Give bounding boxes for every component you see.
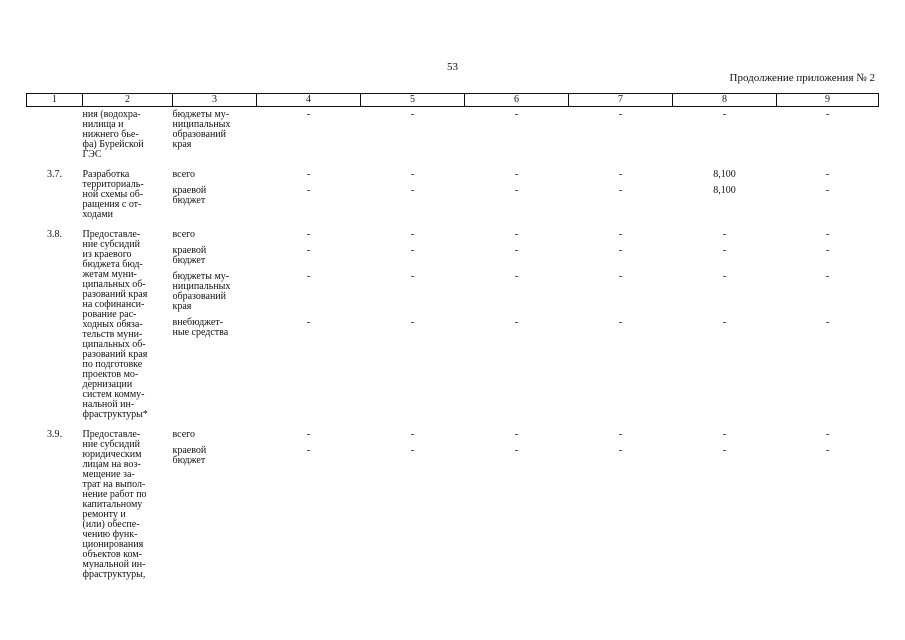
funding-source-line: бюджеты му- — [172, 271, 230, 282]
value-cell-col6 — [465, 160, 569, 220]
value-cell-col4 — [257, 160, 361, 220]
description-line: капитальному — [82, 499, 143, 510]
description-line: нение работ по — [82, 489, 147, 500]
description-line: бюджета бюд- — [82, 259, 143, 270]
value: - — [722, 445, 727, 456]
value: - — [825, 185, 830, 196]
description-line: ращения с от- — [82, 199, 142, 210]
description-line: по подготовке — [82, 359, 143, 370]
column-header: 7 — [569, 94, 673, 107]
value: - — [618, 109, 623, 120]
value-cell-col4 — [257, 107, 361, 161]
description-line: ние субсидий — [82, 439, 140, 450]
description-line: ной схемы об- — [82, 189, 144, 200]
value-cell-col6 — [465, 107, 569, 161]
value: - — [514, 169, 519, 180]
value: - — [306, 245, 311, 256]
value: - — [410, 317, 415, 328]
funding-source-line: ные средства — [172, 327, 229, 338]
page-number: 53 — [447, 61, 458, 73]
value-cell-col8 — [673, 220, 777, 420]
description-line: проектов мо- — [82, 369, 139, 380]
value-cell-col5 — [361, 160, 465, 220]
description-line: территориаль- — [82, 179, 144, 190]
description-line: ГЭС — [82, 149, 102, 160]
value-cell-col6 — [465, 220, 569, 420]
value: - — [722, 271, 727, 282]
item-description — [83, 220, 173, 420]
value-cell-col8 — [673, 420, 777, 580]
description-line: мунальной ин- — [82, 559, 146, 570]
description-line: мещение за- — [82, 469, 135, 480]
funding-source-line: бюджет — [172, 455, 206, 466]
description-line: Предоставле- — [82, 229, 141, 240]
description-line: нижнего бье- — [82, 129, 139, 140]
value: - — [825, 445, 830, 456]
funding-source-line: образований — [172, 129, 227, 140]
funding-source-line: всего — [172, 169, 196, 180]
value: - — [618, 429, 623, 440]
value: - — [825, 429, 830, 440]
value-cell-col5 — [361, 220, 465, 420]
value-cell-col8 — [673, 107, 777, 161]
funding-source-cell — [173, 107, 257, 161]
description-line: чению функ- — [82, 529, 138, 540]
funding-source — [173, 318, 257, 344]
value: - — [410, 185, 415, 196]
value-cell-col7 — [569, 220, 673, 420]
funding-source-line: краевой — [172, 245, 207, 256]
funding-source — [173, 230, 257, 246]
description-line: фраструктуры, — [82, 569, 146, 580]
column-header: 8 — [673, 94, 777, 107]
table-row — [27, 220, 879, 420]
description-line: ходами — [82, 209, 114, 220]
value: - — [514, 429, 519, 440]
description-line: Предоставле- — [82, 429, 141, 440]
value: - — [306, 185, 311, 196]
value: - — [825, 229, 830, 240]
description-line: систем комму- — [82, 389, 145, 400]
value-cell-col9 — [777, 420, 879, 580]
column-header: 5 — [361, 94, 465, 107]
description-line: (или) обеспе- — [82, 519, 140, 530]
description-line: жетам муни- — [82, 269, 137, 280]
value: - — [722, 317, 727, 328]
value: - — [410, 229, 415, 240]
funding-source-line: краевой — [172, 185, 207, 196]
value: - — [514, 229, 519, 240]
funding-source-line: бюджеты му- — [172, 109, 230, 120]
value: - — [825, 109, 830, 120]
value: - — [410, 109, 415, 120]
value: - — [514, 109, 519, 120]
funding-source — [173, 170, 257, 186]
description-line: тельств муни- — [82, 329, 143, 340]
column-header: 9 — [777, 94, 879, 107]
value: 8,100 — [713, 185, 736, 196]
description-line: нилища и — [82, 119, 124, 130]
value-cell-col9 — [777, 160, 879, 220]
description-line: ходных обяза- — [82, 319, 143, 330]
funding-source-line: всего — [172, 229, 196, 240]
description-line: Разработка — [82, 169, 130, 180]
item-description — [83, 420, 173, 580]
value-cell-col5 — [361, 107, 465, 161]
table-row — [27, 160, 879, 220]
funding-source — [173, 430, 257, 446]
value-cell-col7 — [569, 160, 673, 220]
column-number-row — [27, 94, 879, 107]
value: 8,100 — [713, 169, 736, 180]
description-line: трат на выпол- — [82, 479, 146, 490]
value: - — [618, 271, 623, 282]
value: - — [306, 317, 311, 328]
value-cell-col9 — [777, 220, 879, 420]
funding-source-line: бюджет — [172, 195, 206, 206]
column-header: 6 — [465, 94, 569, 107]
table-row — [27, 420, 879, 580]
value: - — [825, 169, 830, 180]
value: - — [410, 429, 415, 440]
description-line: фраструктуры* — [82, 409, 148, 420]
value: - — [618, 245, 623, 256]
item-number: 3.7. — [47, 169, 62, 180]
funding-source-line: бюджет — [172, 255, 206, 266]
value: - — [514, 271, 519, 282]
column-header: 4 — [257, 94, 361, 107]
value: - — [306, 109, 311, 120]
description-line: ципальных об- — [82, 339, 146, 350]
value: - — [618, 445, 623, 456]
description-line: ципальных об- — [82, 279, 146, 290]
value-cell-col9 — [777, 107, 879, 161]
column-header: 1 — [27, 94, 83, 107]
funding-source-cell — [173, 420, 257, 580]
funding-source-line: краевой — [172, 445, 207, 456]
value-cell-col4 — [257, 420, 361, 580]
item-number: 3.8. — [47, 229, 62, 240]
value: - — [618, 185, 623, 196]
description-line: из краевого — [82, 249, 132, 260]
value: - — [410, 271, 415, 282]
budget-table — [26, 93, 879, 580]
value-cell-col5 — [361, 420, 465, 580]
funding-source-cell — [173, 160, 257, 220]
value: - — [306, 271, 311, 282]
value: - — [306, 169, 311, 180]
funding-source-cell — [173, 220, 257, 420]
value: - — [306, 429, 311, 440]
value-cell-col8 — [673, 160, 777, 220]
value: - — [825, 317, 830, 328]
funding-source-line: ниципальных — [172, 119, 231, 130]
value: - — [514, 185, 519, 196]
funding-source-line: края — [172, 139, 192, 150]
description-line: юридическим — [82, 449, 142, 460]
item-description — [83, 160, 173, 220]
description-line: фа) Бурейской — [82, 139, 144, 150]
value: - — [722, 429, 727, 440]
table-row — [27, 107, 879, 161]
column-header: 2 — [83, 94, 173, 107]
description-line: ния (водохра- — [82, 109, 141, 120]
value: - — [722, 109, 727, 120]
description-line: на софинанси- — [82, 299, 145, 310]
funding-source-line: всего — [172, 429, 196, 440]
value: - — [410, 169, 415, 180]
description-line: разований края — [82, 349, 148, 360]
value: - — [306, 229, 311, 240]
value: - — [306, 445, 311, 456]
appendix-continuation-caption: Продолжение приложения № 2 — [729, 72, 875, 84]
value: - — [618, 229, 623, 240]
value: - — [618, 169, 623, 180]
value-cell-col7 — [569, 107, 673, 161]
value-cell-col7 — [569, 420, 673, 580]
column-header: 3 — [173, 94, 257, 107]
value: - — [514, 445, 519, 456]
description-line: ние субсидий — [82, 239, 140, 250]
description-line: рование рас- — [82, 309, 137, 320]
funding-source — [173, 272, 257, 318]
description-line: лицам на воз- — [82, 459, 141, 470]
value: - — [514, 317, 519, 328]
description-line: нальной ин- — [82, 399, 135, 410]
description-line: разований края — [82, 289, 148, 300]
value: - — [722, 245, 727, 256]
item-number — [27, 107, 83, 161]
value: - — [825, 245, 830, 256]
funding-source — [173, 446, 257, 472]
funding-source-line: ниципальных — [172, 281, 231, 292]
value: - — [722, 229, 727, 240]
funding-source-line: внебюджет- — [172, 317, 224, 328]
value: - — [410, 445, 415, 456]
description-line: дернизации — [82, 379, 133, 390]
description-line: ремонту и — [82, 509, 126, 520]
value: - — [410, 245, 415, 256]
funding-source — [173, 186, 257, 212]
funding-source — [173, 246, 257, 272]
funding-source-line: образований — [172, 291, 227, 302]
item-number: 3.9. — [47, 429, 62, 440]
value: - — [618, 317, 623, 328]
value-cell-col6 — [465, 420, 569, 580]
description-line: ционирования — [82, 539, 144, 550]
item-description — [83, 107, 173, 161]
funding-source — [173, 110, 257, 156]
value: - — [514, 245, 519, 256]
table-body — [27, 107, 879, 581]
description-line: объектов ком- — [82, 549, 142, 560]
value: - — [825, 271, 830, 282]
funding-source-line: края — [172, 301, 192, 312]
value-cell-col4 — [257, 220, 361, 420]
